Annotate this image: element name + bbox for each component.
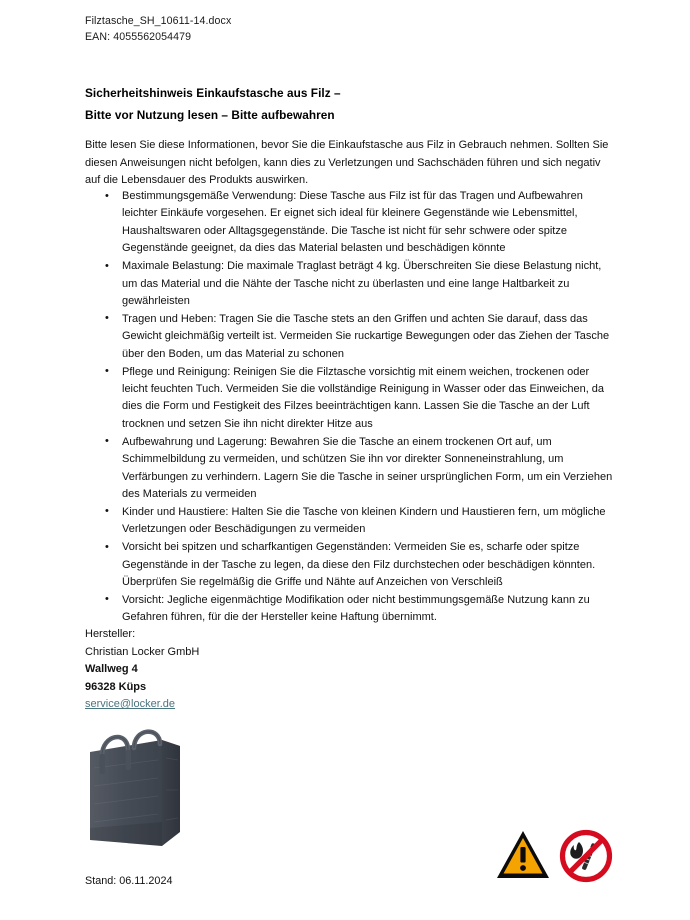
manufacturer-label: Hersteller:	[85, 628, 136, 640]
list-item: • Tragen und Heben: Tragen Sie die Tasche stets an den Griffen und achten Sie darauf, dass das Gewicht gleichmäßig verteilt ist. Vermeiden Sie ruckartige Bewegungen oder das Ziehen der Tasche über den Boden, um das Material zu schonen	[85, 311, 615, 363]
felt-bag-illustration	[84, 728, 200, 864]
document-ean: EAN: 4055562054479	[85, 30, 192, 43]
page-title-line-2: Bitte vor Nutzung lesen – Bitte aufbewahren	[85, 108, 335, 122]
manufacturer-street: Wallweg 4	[85, 663, 138, 676]
list-item: • Kinder und Haustiere: Halten Sie die Tasche von kleinen Kindern und Haustieren fern, um mögliche Verletzungen oder Beschädigungen zu vermeiden	[85, 504, 615, 539]
page-title-line-1: Sicherheitshinweis Einkaufstasche aus Filz –	[85, 86, 341, 100]
manufacturer-city: 96328 Küps	[85, 680, 147, 693]
list-item: • Bestimmungsgemäße Verwendung: Diese Tasche aus Filz ist für das Tragen und Aufbewahren leichter Einkäufe vorgesehen. Er eignet sich ideal für kleinere Gegenstände wie Lebensmittel, Haushaltswaren oder Alltagsgegenstände. Die Tasche ist nicht für sehr schwere oder spitze Gegenstände geeignet, da dies das Material belasten und beschädigen könnte	[85, 188, 615, 258]
general-warning-icon	[495, 828, 551, 889]
list-item: • Vorsicht bei spitzen und scharfkantigen Gegenständen: Vermeiden Sie es, scharfe oder spitze Gegenstände in der Tasche zu legen, da diese den Filz durchstechen oder beschädigen könnten. Überprüfen Sie regelmäßig die Griffe und Nähte auf Anzeichen von Verschleiß	[85, 539, 615, 591]
no-fire-icon	[557, 828, 615, 889]
list-item: • Aufbewahrung und Lagerung: Bewahren Sie die Tasche an einem trockenen Ort auf, um Schimmelbildung zu vermeiden, und schützen Sie ihn vor direkter Sonneneinstrahlung, um Verfärbungen zu verhindern. Lagern Sie die Tasche in seiner ursprünglichen Form, um ein Verziehen des Materials zu vermeiden	[85, 434, 615, 504]
list-item: • Maximale Belastung: Die maximale Traglast beträgt 4 kg. Überschreiten Sie diese Belastung nicht, um das Material und die Nähte der Tasche nicht zu überlasten und eine lange Haltbarkeit zu gewährleisten	[85, 258, 615, 310]
list-item: • Pflege und Reinigung: Reinigen Sie die Filztasche vorsichtig mit einem weichen, trockenen oder leicht feuchten Tuch. Vermeiden Sie die vollständige Reinigung in Wasser oder das Einweichen, da dies die Form und Festigkeit des Filzes beeinträchtigen kann. Lassen Sie die Tasche an der Luft trocknen und setzen Sie ihn nicht direkter Hitze aus	[85, 364, 615, 434]
document-header	[85, 14, 231, 45]
safety-instruction-list	[85, 188, 615, 627]
document-filename: Filztasche_SH_10611-14.docx	[85, 15, 232, 27]
manufacturer-block	[85, 626, 199, 714]
product-photo	[84, 728, 200, 864]
list-item: • Vorsicht: Jegliche eigenmächtige Modifikation oder nicht bestimmungsgemäße Nutzung kann zu Gefahren führen, für die der Hersteller keine Haftung übernimmt.	[85, 592, 615, 627]
manufacturer-company: Christian Locker GmbH	[85, 645, 200, 658]
pictogram-row	[495, 828, 617, 886]
page-title	[85, 82, 615, 126]
intro-paragraph: Bitte lesen Sie diese Informationen, bevor Sie die Einkaufstasche aus Filz in Gebrauch nehmen. Sollten Sie diesen Anweisungen nicht befolgen, kann dies zu Verletzungen und Sachschäden führen und sich negativ auf die Lebensdauer des Produkts auswirken.	[85, 139, 609, 186]
manufacturer-email-link[interactable]: service@locker.de	[85, 698, 176, 711]
revision-date: Stand: 06.11.2024	[85, 875, 173, 887]
